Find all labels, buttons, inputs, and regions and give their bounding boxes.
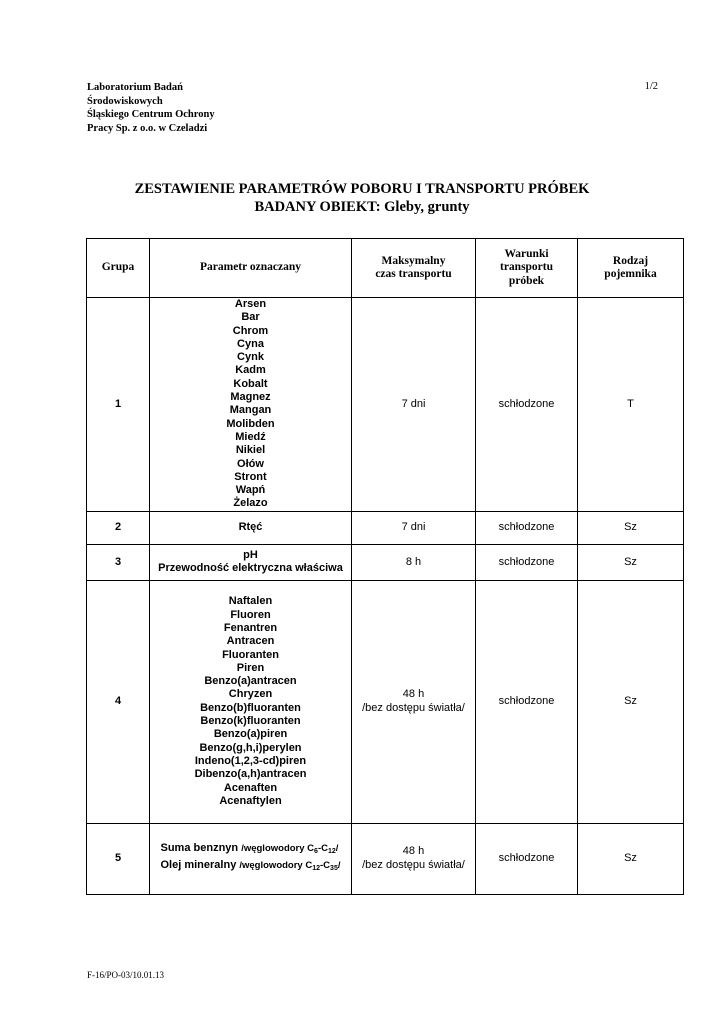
transport-time-cell: [352, 544, 476, 580]
parameter-name: Fluoren: [230, 608, 271, 621]
header-warunki-line: Warunki: [504, 247, 549, 260]
parameter-name: Acenaftylen: [219, 794, 282, 807]
transport-note: /bez dostępu światła/: [362, 701, 465, 714]
parameter-name: Arsen: [234, 298, 267, 310]
lab-name-line: Laboratorium Badań: [87, 82, 183, 93]
parameter-name: Fluoranten: [222, 648, 279, 661]
parameter-name: Bar: [241, 311, 260, 324]
table-row: [87, 511, 684, 544]
parameter-name: pH: [243, 548, 258, 561]
parameter-list: [161, 842, 341, 875]
parameter-name: Przewodność elektryczna właściwa: [158, 562, 343, 575]
group-cell: 1: [87, 298, 150, 512]
parameter-name: Piren: [236, 661, 265, 674]
header-czas-line: czas transportu: [375, 268, 452, 280]
conditions-cell: schłodzone: [476, 544, 578, 580]
parameter-name: Benzo(b)fluoranten: [200, 701, 301, 714]
parameter-name: Chryzen: [228, 688, 273, 701]
parameter-name: Naftalen: [228, 595, 273, 608]
transport-time: 7 dni: [401, 397, 426, 410]
parameter-note: /węglowodory $C_6-C_{12}/$: [241, 843, 339, 856]
parameter-cell: [150, 823, 352, 894]
parameter-name: [161, 842, 341, 858]
parameter-name: Cynk: [237, 351, 264, 364]
parameter-name: Antracen: [226, 635, 275, 648]
container-cell: Sz: [578, 511, 684, 544]
conditions-cell: schłodzone: [476, 823, 578, 894]
header-warunki-line: próbek: [508, 274, 545, 287]
parameter-name: Mangan: [229, 404, 272, 417]
header-pojemnik-line: pojemnika: [604, 268, 657, 280]
parameter-name: Acenaften: [223, 781, 278, 794]
group-cell: 3: [87, 544, 150, 580]
container-cell: Sz: [578, 823, 684, 894]
lab-name-line: Pracy Sp. z o.o. w Czeladzi: [87, 122, 208, 134]
container-cell: Sz: [578, 580, 684, 823]
transport-time: 48 h: [402, 845, 425, 858]
parameter-title: Olej mineralny: [160, 858, 237, 871]
parameter-cell: [150, 298, 352, 512]
parameter-cell: [150, 544, 352, 580]
container-cell: T: [578, 298, 684, 512]
header-grupa: Grupa: [87, 239, 150, 298]
parameter-name: Benzo(g,h,i)perylen: [199, 741, 302, 754]
transport-note: /bez dostępu światła/: [362, 858, 465, 871]
container-cell: Sz: [578, 544, 684, 580]
group-cell: 5: [87, 823, 150, 894]
parameter-name: Kadm: [235, 364, 266, 377]
conditions-cell: schłodzone: [476, 511, 578, 544]
transport-time-cell: [352, 298, 476, 512]
transport-time: 7 dni: [401, 521, 426, 534]
group-cell: 2: [87, 511, 150, 544]
transport-time: 48 h: [402, 688, 425, 701]
parameters-table: [86, 238, 684, 895]
parameter-name: Chrom: [232, 324, 269, 337]
parameter-name: Nikiel: [235, 444, 266, 457]
parameter-name: Wapń: [235, 484, 266, 497]
title-line-1: ZESTAWIENIE PARAMETRÓW POBORU I TRANSPORTU PRÓBEK: [134, 181, 590, 197]
header-warunki-line: transportu: [499, 261, 554, 274]
table-row: [87, 298, 684, 512]
header-parametr: Parametr oznaczany: [150, 239, 352, 298]
transport-time-cell: [352, 511, 476, 544]
lab-name-line: Środowiskowych: [87, 95, 163, 107]
page-number: 1/2: [644, 81, 658, 92]
header-czas: [352, 239, 476, 298]
header-pojemnik-line: Rodzaj: [612, 254, 649, 267]
parameter-name: Benzo(a)antracen: [204, 675, 297, 688]
title-line-2: BADANY OBIEKT: Gleby, grunty: [254, 199, 470, 215]
parameter-title: Suma benznyn: [160, 842, 239, 855]
parameter-cell: [150, 580, 352, 823]
parameter-name: Ołów: [237, 457, 264, 470]
parameter-name: [161, 859, 341, 875]
parameter-name: Fenantren: [223, 621, 278, 634]
table-header-row: [87, 239, 684, 298]
lab-name: [87, 81, 215, 135]
parameter-note: /węglowodory $C_{12}-C_{35}/$: [239, 859, 341, 872]
transport-time: 8 h: [405, 555, 422, 568]
table-row: [87, 580, 684, 823]
parameter-name: Żelazo: [233, 497, 268, 510]
transport-time-cell: [352, 823, 476, 894]
header-czas-line: Maksymalny: [381, 254, 446, 267]
parameter-cell: [150, 511, 352, 544]
form-code: F-16/PO-03/10.01.13: [87, 970, 165, 980]
document-title: [0, 180, 724, 216]
parameter-name: Miedź: [235, 430, 266, 443]
group-cell: 4: [87, 580, 150, 823]
parameter-name: Benzo(a)piren: [213, 728, 288, 741]
parameter-name: Cyna: [237, 337, 264, 350]
parameter-name: Benzo(k)fluoranten: [200, 715, 301, 728]
parameter-name: Rtęć: [238, 521, 263, 534]
conditions-cell: schłodzone: [476, 298, 578, 512]
transport-time-cell: [352, 580, 476, 823]
header-warunki: [476, 239, 578, 298]
table-row: [87, 823, 684, 894]
parameter-name: Stront: [234, 470, 267, 483]
lab-name-line: Śląskiego Centrum Ochrony: [87, 109, 215, 120]
parameter-name: Magnez: [230, 391, 271, 404]
parameter-name: Indeno(1,2,3-cd)piren: [194, 754, 307, 767]
conditions-cell: schłodzone: [476, 580, 578, 823]
parameter-name: Molibden: [226, 417, 275, 430]
header-pojemnik: [578, 239, 684, 298]
parameter-name: Kobalt: [233, 377, 268, 390]
table-row: [87, 544, 684, 580]
parameter-name: Dibenzo(a,h)antracen: [194, 768, 307, 781]
